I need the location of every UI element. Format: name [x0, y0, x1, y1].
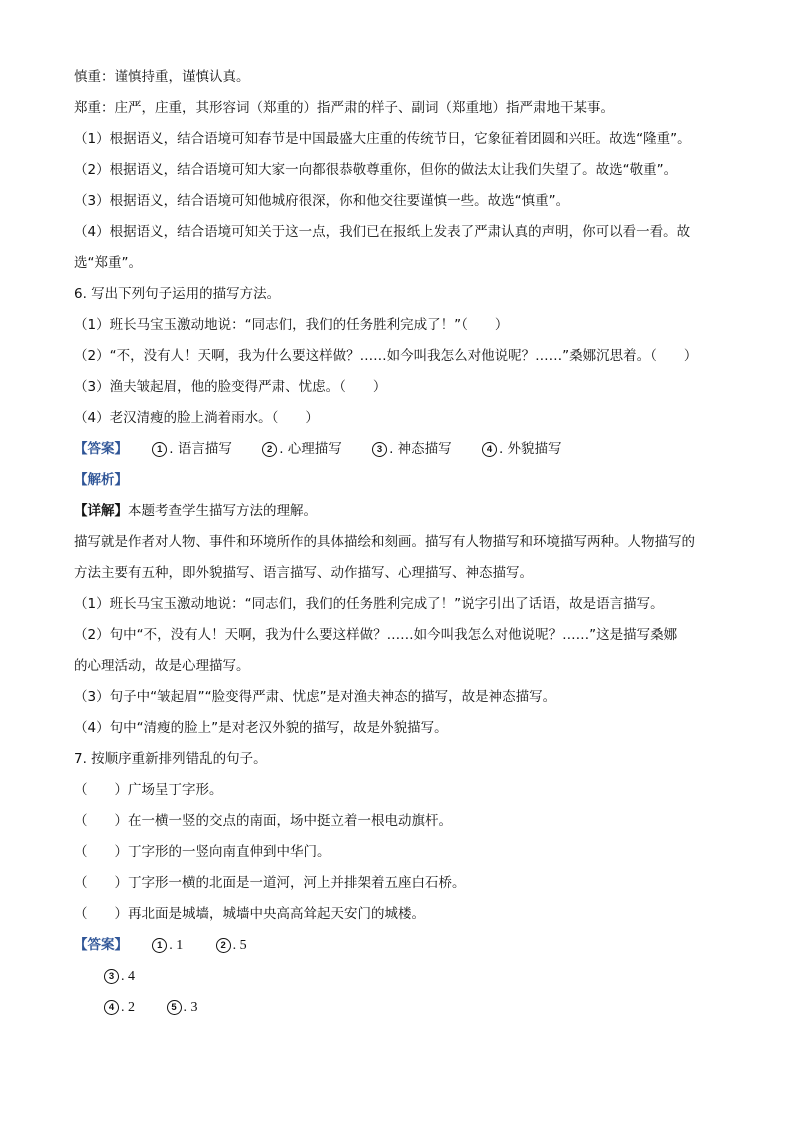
- explanation-line: （2）句中“不，没有人！天啊，我为什么要这样做？……如今叫我怎么对他说呢？……”这是描写桑娜: [74, 627, 678, 643]
- circled-number: 2: [216, 938, 231, 953]
- circled-number: 1: [152, 442, 167, 457]
- analysis-heading: [74, 465, 734, 496]
- answer-option: 1 . 1: [152, 930, 183, 961]
- question-7-item: （ ）丁字形的一竖向南直伸到中华门。: [74, 844, 331, 860]
- explanation-line: 描写就是作者对人物、事件和环境所作的具体描绘和刻画。描写有人物描写和环境描写两种。人物描写的: [74, 534, 695, 550]
- circled-number: 4: [104, 1000, 119, 1015]
- question-6-item: （4）老汉清瘦的脸上淌着雨水。（ ）: [74, 410, 319, 426]
- question-6-item: （1）班长马宝玉激动地说：“同志们，我们的任务胜利完成了！”（ ）: [74, 317, 509, 333]
- analysis-tag: 【解析】: [74, 472, 128, 488]
- question-7-answer-cont: [74, 961, 734, 992]
- question-6-item: （2）“不，没有人！天啊，我为什么要这样做？……如今叫我怎么对他说呢？……”桑娜沉思着。（ ）: [74, 348, 698, 364]
- detail-line: [74, 496, 734, 527]
- answer-option: 4 . 外貌描写: [482, 434, 562, 465]
- question-7-answer-cont: [74, 992, 734, 1023]
- paragraph-line: 选“郑重”。: [74, 255, 142, 271]
- explanation-line: （1）班长马宝玉激动地说：“同志们，我们的任务胜利完成了！”说字引出了话语，故是语言描写。: [74, 596, 664, 612]
- answer-tag: 【答案】: [74, 937, 128, 953]
- answer-option: 5 . 3: [167, 992, 198, 1023]
- paragraph-line: （1）根据语义，结合语境可知春节是中国最盛大庄重的传统节日，它象征着团圆和兴旺。故选“隆重”。: [74, 131, 691, 147]
- answer-tag: 【答案】: [74, 441, 128, 457]
- paragraph-line: 郑重：庄严，庄重，其形容词（郑重的）指严肃的样子、副词（郑重地）指严肃地干某事。: [74, 100, 614, 116]
- paragraph-line: （4）根据语义，结合语境可知关于这一点，我们已在报纸上发表了严肃认真的声明，你可以看一看。故: [74, 224, 691, 240]
- page-content: [74, 62, 734, 1023]
- paragraph-line: （3）根据语义，结合语境可知他城府很深，你和他交往要谨慎一些。故选“慎重”。: [74, 193, 570, 209]
- question-7-item: （ ）丁字形一横的北面是一道河，河上并排架着五座白石桥。: [74, 875, 466, 891]
- circled-number: 2: [262, 442, 277, 457]
- detail-tag: 【详解】: [74, 503, 128, 519]
- question-7-item: （ ）在一横一竖的交点的南面，场中挺立着一根电动旗杆。: [74, 813, 452, 829]
- explanation-line: （3）句子中“皱起眉”“脸变得严肃、忧虑”是对渔夫神态的描写，故是神态描写。: [74, 689, 557, 705]
- circled-number: 3: [104, 969, 119, 984]
- question-7-item: （ ）再北面是城墙，城墙中央高高耸起天安门的城楼。: [74, 906, 425, 922]
- answer-option: 2 . 心理描写: [262, 434, 342, 465]
- paragraph-line: （2）根据语义，结合语境可知大家一向都很恭敬尊重你，但你的做法太让我们失望了。故选“敬重”。: [74, 162, 678, 178]
- question-7-item: （ ）广场呈丁字形。: [74, 782, 223, 798]
- answer-option: 3 . 神态描写: [372, 434, 452, 465]
- question-7-answer: [74, 930, 734, 961]
- circled-number: 1: [152, 938, 167, 953]
- explanation-line: （4）句中“清瘦的脸上”是对老汉外貌的描写，故是外貌描写。: [74, 720, 448, 736]
- detail-text: 本题考查学生描写方法的理解。: [128, 503, 317, 519]
- answer-option: 3 . 4: [104, 961, 135, 992]
- question-6-item: （3）渔夫皱起眉，他的脸变得严肃、忧虑。（ ）: [74, 379, 387, 395]
- paragraph-line: 慎重：谨慎持重，谨慎认真。: [74, 69, 250, 85]
- circled-number: 4: [482, 442, 497, 457]
- circled-number: 3: [372, 442, 387, 457]
- circled-number: 5: [167, 1000, 182, 1015]
- question-7-title: 7. 按顺序重新排列错乱的句子。: [74, 751, 267, 767]
- question-6-answer: [74, 434, 734, 465]
- explanation-line: 方法主要有五种，即外貌描写、语言描写、动作描写、心理描写、神态描写。: [74, 565, 533, 581]
- answer-option: 1 . 语言描写: [152, 434, 232, 465]
- answer-option: 2 . 5: [216, 930, 247, 961]
- explanation-line: 的心理活动，故是心理描写。: [74, 658, 250, 674]
- question-6-title: 6. 写出下列句子运用的描写方法。: [74, 286, 281, 302]
- answer-option: 4 . 2: [104, 992, 135, 1023]
